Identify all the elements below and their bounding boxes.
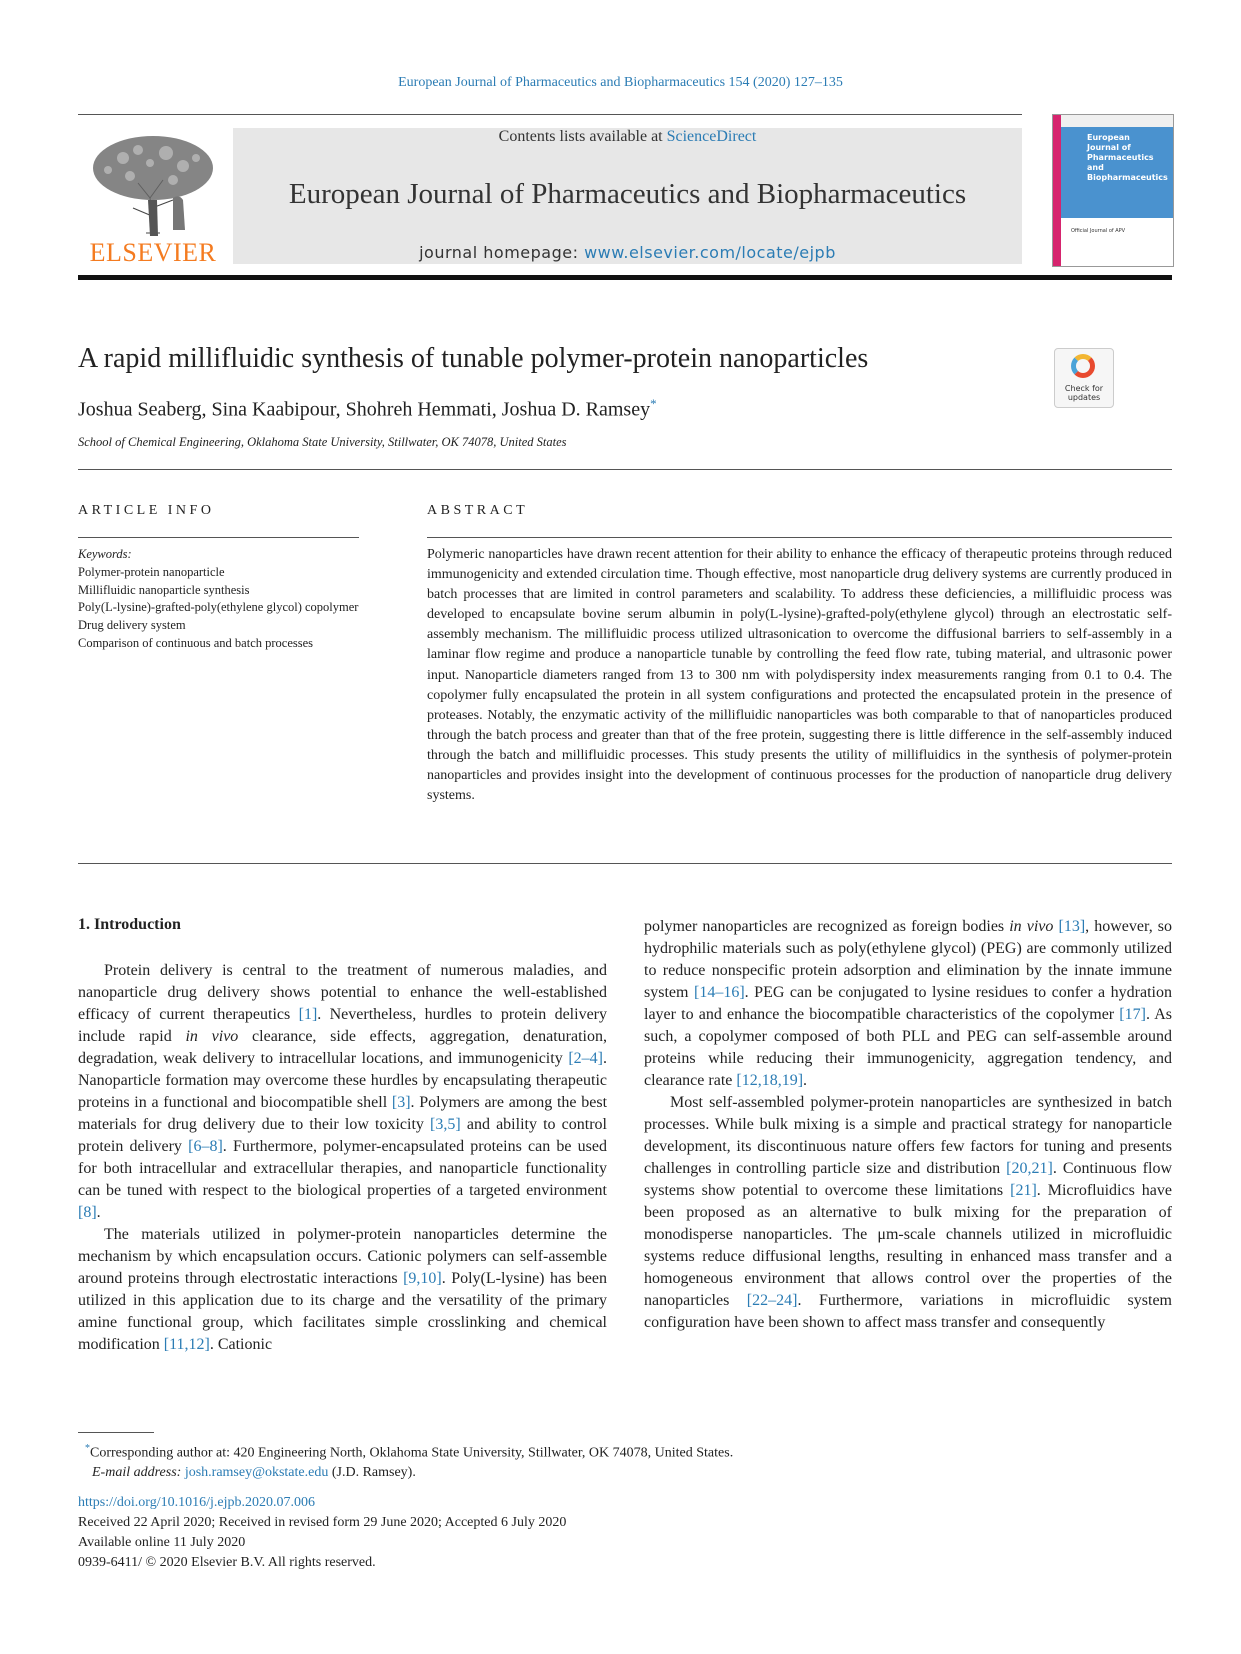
journal-cover-thumbnail[interactable] [1052, 114, 1174, 267]
reference-link[interactable]: [22–24] [746, 1292, 798, 1309]
article-info-rule [78, 537, 359, 538]
footnote-address [78, 1439, 1172, 1463]
text-run: , however, so hydrophilic materials such as poly(ethylene glycol) (PEG) are commonly utilized to reduce nonspecific protein adsorption and elimination by the innate immune system [644, 918, 1173, 1001]
keyword-item: Polymer-protein nanoparticle [78, 564, 225, 579]
keywords-label: Keywords: [78, 547, 132, 561]
footnote-text: Corresponding author at: 420 Engineering North, Oklahoma State University, Stillwater, OK 74078, United States. [90, 1445, 734, 1461]
abstract-bottom-rule [78, 863, 1172, 864]
text-run: Protein delivery is central to the treatment of numerous maladies, and nanoparticle drug delivery shows potential to enhance the well-established efficacy of current therapeutics [78, 962, 607, 1023]
cover-stripe [1053, 115, 1061, 266]
journal-citation-link[interactable]: European Journal of Pharmaceutics and Biopharmaceutics 154 (2020) 127–135 [398, 75, 843, 90]
introduction-heading: 1. Introduction [78, 916, 181, 933]
contents-prefix: Contents lists available at [498, 128, 667, 145]
text-run: . Cationic [209, 1336, 273, 1353]
author-list [78, 396, 657, 422]
journal-name: European Journal of Pharmaceutics and Biopharmaceutics [288, 178, 967, 210]
corresponding-author-mark[interactable]: * [650, 396, 657, 411]
reference-link[interactable]: [12,18,19] [736, 1072, 804, 1089]
footnote-rule [78, 1432, 154, 1433]
journal-header-banner [233, 128, 1022, 264]
reference-link[interactable]: [17] [1119, 1006, 1146, 1023]
elsevier-wordmark: ELSEVIER [89, 238, 217, 267]
text-run: . Poly(L-lysine) has been utilized in this application due to its charge and the versatility of the primary amine functional group, which facilitates simple crosslinking and chemical modification [78, 1270, 607, 1353]
email-label: E-mail address: [92, 1464, 182, 1480]
abstract-text: Polymeric nanoparticles have drawn recent attention for their ability to enhance the efficacy of therapeutic proteins through reduced immunogenicity and extended circulation time. Though effective, most nanoparticle drug delivery systems are currently produced in batch processes that are limited in control parameters and scalability. To address these deficiencies, a millifluidic process was developed to encapsulate bovine serum albumin in poly(L-lysine)-grafted-poly(ethylene glycol) through an electrostatic self-assembly mechanism. The millifluidic process utilized ultrasonication to overcome the diffusional barriers to self-assembly in a laminar flow regime and produce a nanoparticle tunable by controlling the feed flow rate, tubing material, and ultrasonic power input. Nanoparticle diameters ranged from 13 to 300 nm with polydispersity index measurements ranging from 0.1 to 0.4. The copolymer fully encapsulated the protein in all system configurations and protected the encapsulated protein in the presence of proteases. Notably, the enzymatic activity of the millifluidic nanoparticles was both comparable to that of nanoparticles produced through the batch process and greater than that of the free protein, suggesting there is little difference in the self-assembly induced through the batch and millifluidic processes. This study presents the utility of millifluidics in the synthesis of polymer-protein nanoparticles and provides insight into the development of continuous processes for the production of nanoparticle drug delivery systems. [427, 547, 1172, 804]
online-date: Available online 11 July 2020 [78, 1535, 246, 1550]
email-suffix: (J.D. Ramsey). [328, 1464, 416, 1480]
intro-paragraph [644, 916, 1172, 1092]
contents-available [233, 128, 1022, 146]
keyword-item: Drug delivery system [78, 618, 186, 633]
text-run: . Microfluidics have been proposed as an alternative to bulk mixing for the preparation of monodisperse nanoparticles. The μm-scale channels utilized in microfluidic systems reduce diffusional lengths, resulting in enhanced mass transfer and a homogeneous environment that allows control over the properties of the nanoparticles [644, 1182, 1173, 1309]
sciencedirect-link[interactable]: ScienceDirect [666, 128, 757, 145]
intro-paragraph [78, 960, 607, 1224]
cover-title: European Journal of Pharmaceutics and Biopharmaceutics [1087, 133, 1168, 182]
corresponding-author-footnote [78, 1439, 1172, 1482]
reference-link[interactable]: [13] [1058, 918, 1086, 935]
check-for-updates-badge[interactable] [1054, 348, 1114, 408]
elsevier-tree-icon [78, 128, 228, 238]
header-top-rule [78, 114, 1022, 115]
italic-term: in vivo [185, 1028, 239, 1045]
reference-link[interactable]: [11,12] [163, 1336, 210, 1353]
text-run: . Polymers are among the best materials for drug delivery due to their low toxicity [78, 1094, 608, 1133]
abstract-heading: ABSTRACT [427, 503, 529, 518]
article-title: A rapid millifluidic synthesis of tunable polymer-protein nanoparticles [78, 343, 869, 374]
footnote-email [78, 1463, 1172, 1482]
email-link[interactable]: josh.ramsey@okstate.edu [184, 1464, 329, 1480]
reference-link[interactable]: [2–4] [568, 1050, 603, 1067]
publication-info [78, 1493, 1172, 1573]
homepage-prefix: journal homepage: [419, 243, 585, 262]
keyword-item: Poly(L-lysine)-grafted-poly(ethylene glycol) copolymer [78, 600, 359, 615]
text-run: clearance, side effects, aggregation, denaturation, degradation, weak delivery to intracellular locations, and immunogenicity [78, 1028, 607, 1067]
intro-paragraph [78, 1224, 607, 1356]
abstract-rule [427, 537, 1172, 538]
text-run: polymer nanoparticles are recognized as foreign bodies [644, 918, 1010, 935]
text-run: Most self-assembled polymer-protein nanoparticles are synthesized in batch processes. While bulk mixing is a simple and practical strategy for nanoparticle development, its discontinuous nature offers few factors for tuning and presents challenges in controlling particle size and distribution [644, 1094, 1172, 1177]
reference-link[interactable]: [3,5] [430, 1116, 461, 1133]
text-run: The materials utilized in polymer-protein nanoparticles determine the mechanism by which encapsulation occurs. Cationic polymers can self-assemble around proteins through electrostatic interactions [78, 1226, 607, 1287]
text-run: . Furthermore, polymer-encapsulated proteins can be used for both intracellular and extracellular therapies, and nanoparticle functionality can be tuned with respect to the biological properties of a targeted environment [78, 1138, 608, 1199]
cover-footer [1061, 218, 1173, 266]
elsevier-logo [78, 128, 238, 268]
reference-link[interactable]: [8] [78, 1204, 97, 1221]
keyword-item: Millifluidic nanoparticle synthesis [78, 582, 250, 597]
copyright-line: 0939-6411/ © 2020 Elsevier B.V. All rights reserved. [78, 1555, 376, 1570]
reference-link[interactable]: [20,21] [1006, 1160, 1053, 1177]
received-dates: Received 22 April 2020; Received in revised form 29 June 2020; Accepted 6 July 2020 [78, 1515, 567, 1530]
homepage-link[interactable]: www.elsevier.com/locate/ejpb [584, 243, 836, 262]
body-column-right [644, 916, 1172, 1334]
intro-paragraph [644, 1092, 1172, 1334]
keywords-block [78, 546, 363, 653]
body-column-left [78, 960, 607, 1356]
footnote-mark: * [85, 1443, 90, 1454]
crossmark-label: Check for updates [1064, 384, 1104, 402]
italic-term: in vivo [1009, 918, 1054, 935]
keyword-item: Comparison of continuous and batch processes [78, 635, 314, 650]
article-info-heading: ARTICLE INFO [78, 503, 215, 518]
author-affiliation: School of Chemical Engineering, Oklahoma State University, Stillwater, OK 74078, United States [78, 435, 567, 449]
author-names: Joshua Seaberg, Sina Kaabipour, Shohreh Hemmati, Joshua D. Ramsey [78, 398, 651, 421]
crossmark-icon [1071, 354, 1095, 378]
reference-link[interactable]: [6–8] [188, 1138, 223, 1155]
cover-footer-text: Official Journal of APV [1071, 228, 1126, 234]
reference-link[interactable]: [9,10] [403, 1270, 442, 1287]
title-divider [78, 469, 1172, 470]
text-run: . Nevertheless, hurdles to protein delivery include rapid [78, 1006, 608, 1045]
text-run: . Continuous flow systems show potential to overcome these limitations [644, 1160, 1172, 1199]
journal-homepage [233, 243, 1022, 262]
text-run: . Furthermore, variations in microfluidic system configuration have been shown to affect mass transfer and consequently [644, 1292, 1172, 1331]
text-run: . [96, 1204, 101, 1221]
reference-link[interactable]: [1] [298, 1006, 318, 1023]
text-run: . PEG can be conjugated to lysine residues to confer a hydration layer to and enhance the biocompatible characteristics of the copolymer [644, 984, 1173, 1023]
text-run: and ability to control protein delivery [78, 1116, 608, 1155]
cover-top-band [1061, 115, 1173, 127]
text-run: . Nanoparticle formation may overcome these hurdles by encapsulating therapeutic proteins in a functional and biocompatible shell [78, 1050, 607, 1111]
header-thick-rule [78, 275, 1172, 280]
doi-link[interactable]: https://doi.org/10.1016/j.ejpb.2020.07.006 [78, 1495, 315, 1510]
text-run: . [803, 1072, 808, 1089]
reference-link[interactable]: [14–16] [693, 984, 745, 1001]
reference-link[interactable]: [21] [1010, 1182, 1037, 1199]
text-run: . As such, a copolymer composed of both PLL and PEG can self-assemble around proteins while reducing their immunogenicity, aggregation tendency, and clearance rate [644, 1006, 1172, 1089]
reference-link[interactable]: [3] [391, 1094, 411, 1111]
